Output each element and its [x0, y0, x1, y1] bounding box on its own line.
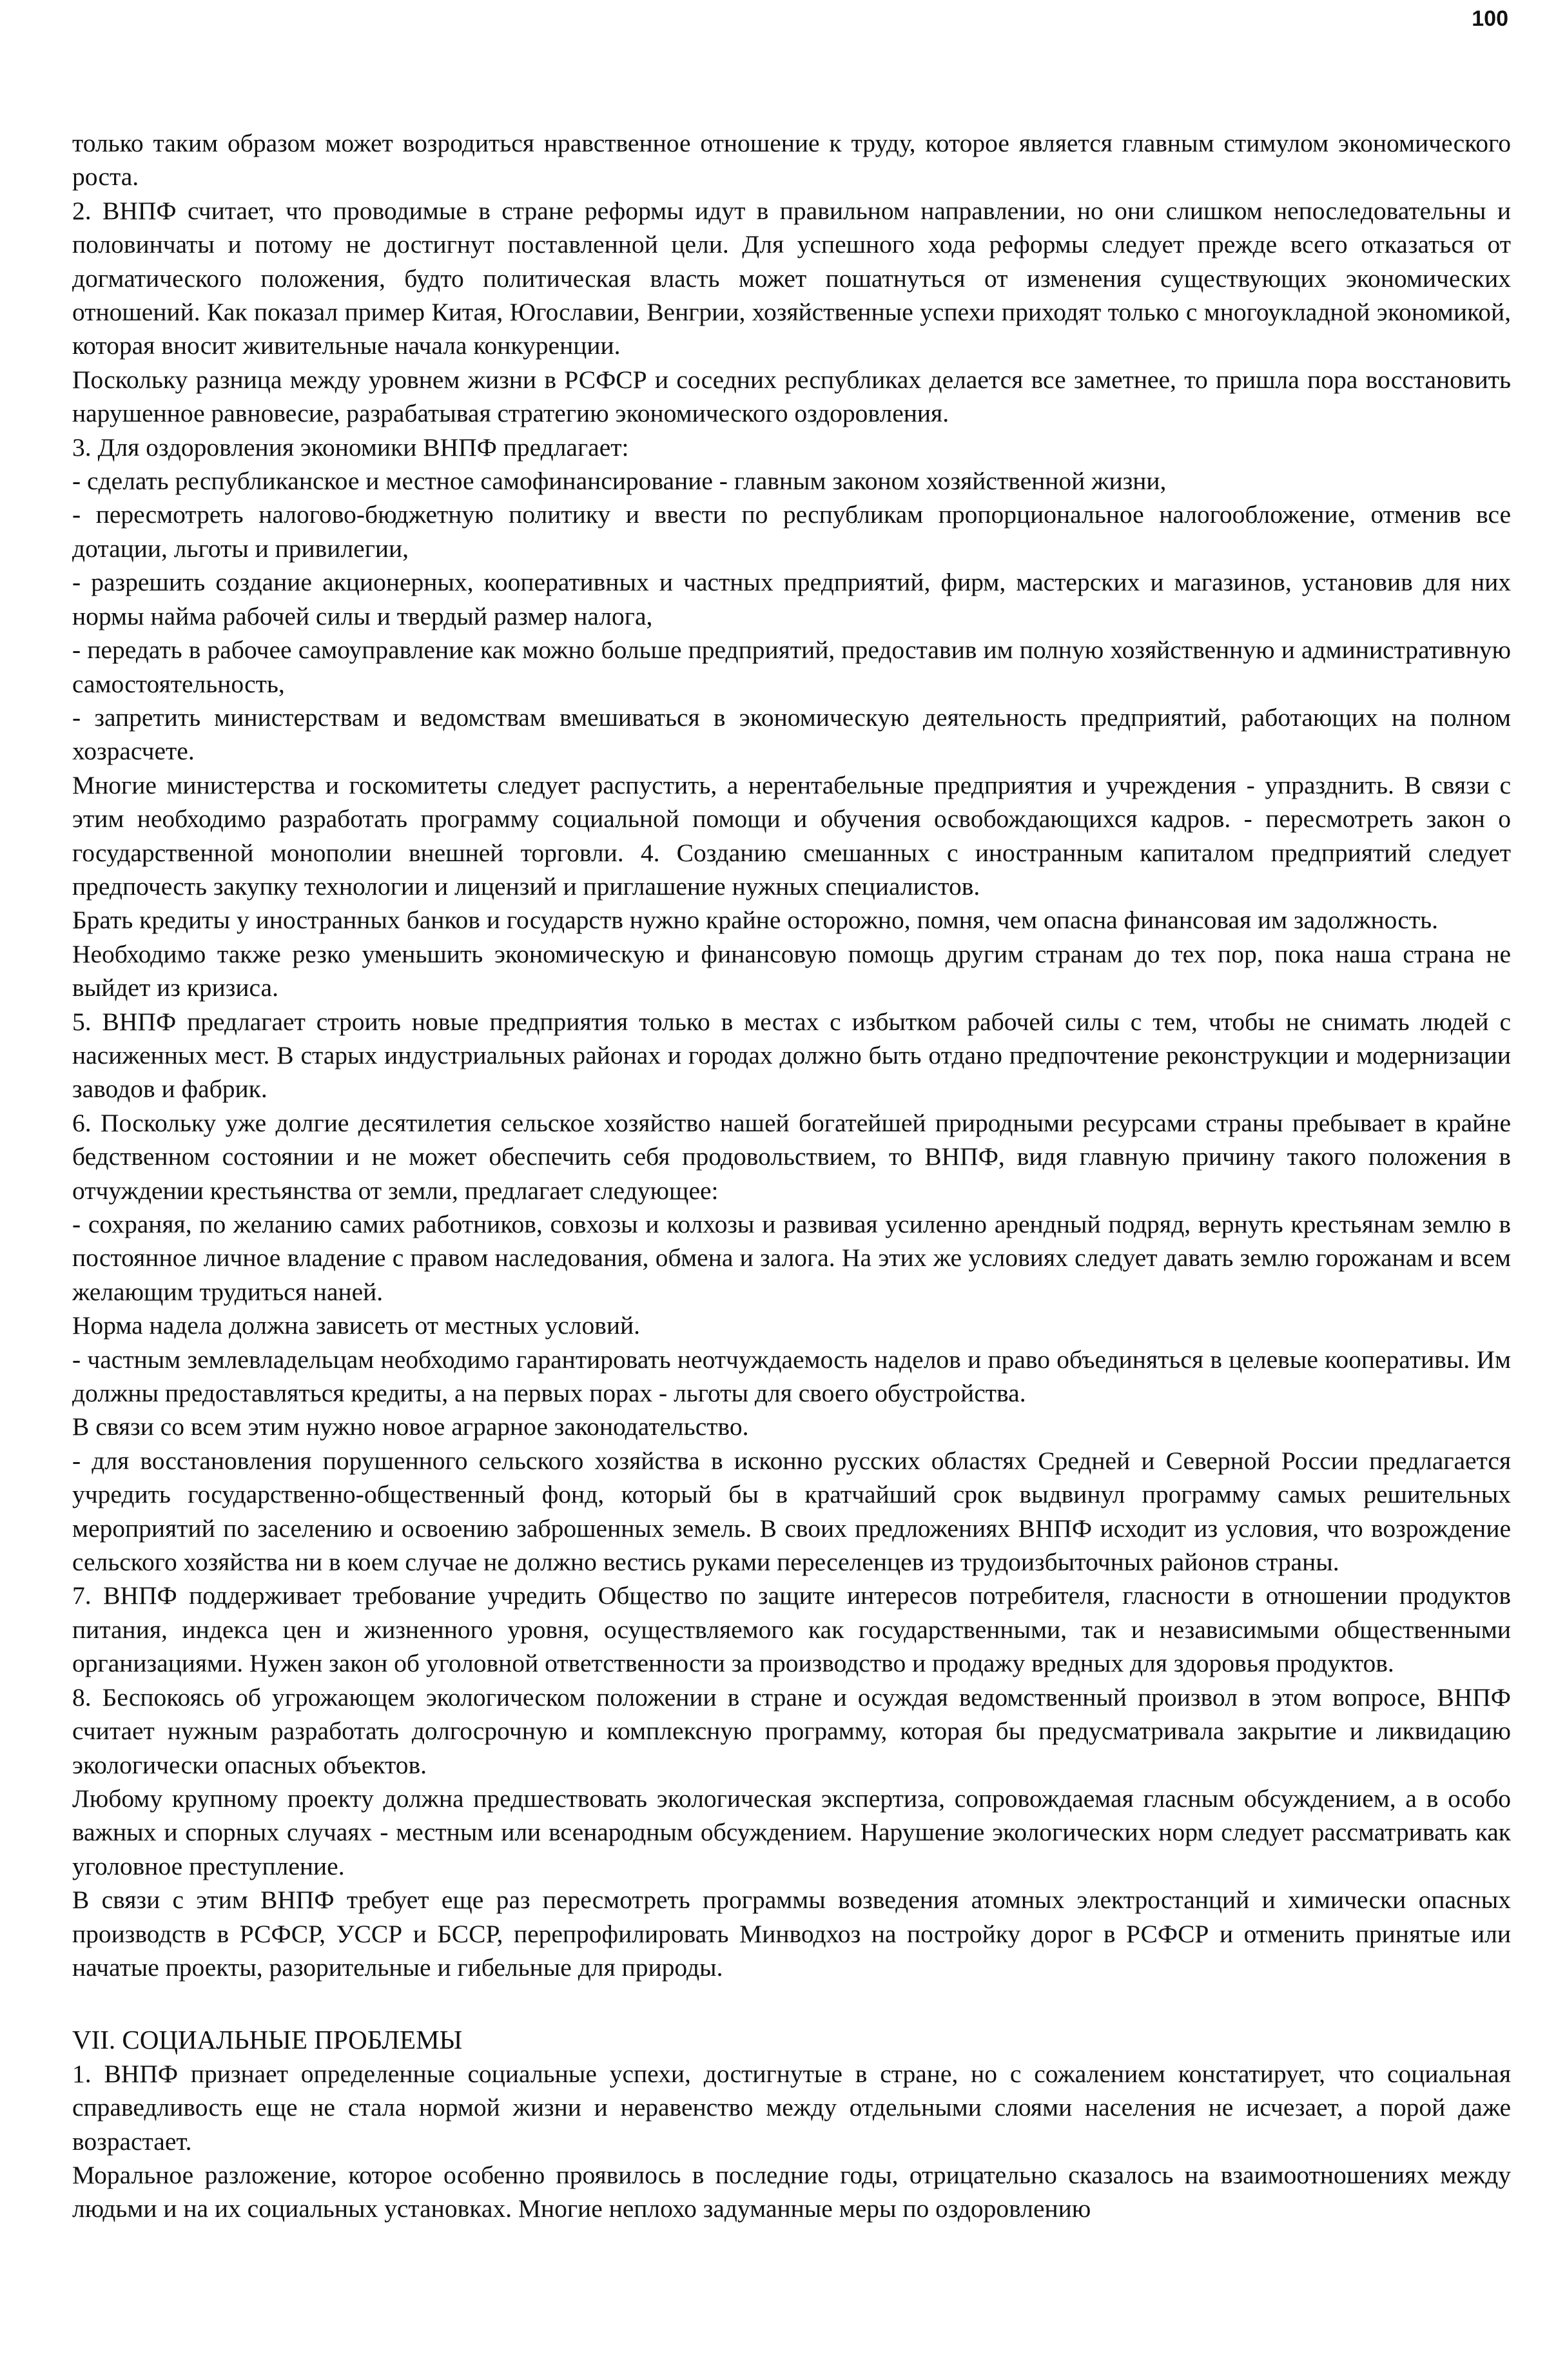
document-body [72, 126, 1511, 2226]
list-item: - разрешить создание акционерных, кооперативных и частных предприятий, фирм, мастерских и магазинов, установив для них нормы найма рабочей силы и твердый размер налога, [72, 568, 1511, 630]
paragraph: 5. ВНПФ предлагает строить новые предприятия только в местах с избытком рабочей силы с тем, чтобы не снимать людей с насиженных мест. В старых индустриальных районах и городах должно быть отдано предпочтение реконструкции и модернизации заводов и фабрик. [72, 1007, 1511, 1104]
paragraph: Моральное разложение, которое особенно проявилось в последние годы, отрицательно сказалось на взаимоотношениях между людьми и на их социальных установках. Многие неплохо задуманные меры по оздоровлению [72, 2160, 1511, 2223]
paragraph: Многие министерства и госкомитеты следует распустить, а нерентабельные предприятия и учреждения - упразднить. В связи с этим необходимо разработать программу социальной помощи и обучения освобождающихся кадров. - пересмотреть закон о государственной монополии внешней торговли. 4. Созданию смешанных с иностранным капиталом предприятий следует предпочесть закупку технологии и лицензий и приглашение нужных специалистов. [72, 770, 1511, 901]
paragraph: Норма надела должна зависеть от местных условий. [72, 1311, 640, 1340]
list-item: - пересмотреть налогово-бюджетную политику и ввести по республикам пропорциональное налогообложение, отменив все дотации, льготы и привилегии, [72, 500, 1511, 563]
list-item: - запретить министерствам и ведомствам вмешиваться в экономическую деятельность предприятий, работающих на полном хозрасчете. [72, 703, 1511, 766]
list-item: - сохраняя, по желанию самих работников, совхозы и колхозы и развивая усиленно арендный подряд, вернуть крестьянам землю в постоянное личное владение с правом наследования, обмена и залога. На этих же условиях следует давать землю горожанам и всем желающим трудиться наней. [72, 1210, 1511, 1306]
paragraph: Поскольку разница между уровнем жизни в РСФСР и соседних республиках делается все заметнее, то пришла пора восстановить нарушенное равновесие, разрабатывая стратегию экономического оздоровления. [72, 365, 1511, 428]
paragraph: В связи со всем этим нужно новое аграрное законодательство. [72, 1412, 749, 1441]
paragraph: Любому крупному проекту должна предшествовать экологическая экспертиза, сопровождаемая гласным обсуждением, а в особо важных и спорных случаях - местным или всенародным обсуждением. Нарушение экологических норм следует рассматривать как уголовное преступление. [72, 1784, 1511, 1880]
paragraph: 8. Беспокоясь об угрожающем экологическом положении в стране и осуждая ведомственный произвол в этом вопросе, ВНПФ считает нужным разработать долгосрочную и комплексную программу, которая бы предусматривала закрытие и ликвидацию экологически опасных объектов. [72, 1683, 1511, 1779]
paragraph: 6. Поскольку уже долгие десятилетия сельское хозяйство нашей богатейшей природными ресурсами страны пребывает в крайне бедственном состоянии и не может обеспечить себя продовольствием, то ВНПФ, видя главную причину такого положения в отчуждении крестьянства от земли, предлагает следующее: [72, 1108, 1511, 1205]
section-heading: VII. СОЦИАЛЬНЫЕ ПРОБЛЕМЫ [72, 2025, 463, 2055]
page-number: 100 [1472, 6, 1508, 31]
paragraph: 1. ВНПФ признает определенные социальные успехи, достигнутые в стране, но с сожалением констатирует, что социальная справедливость еще не стала нормой жизни и неравенство между отдельными слоями населения не исчезает, а порой даже возрастает. [72, 2059, 1511, 2156]
paragraph: В связи с этим ВНПФ требует еще раз пересмотреть программы возведения атомных электростанций и химически опасных производств в РСФСР, УССР и БССР, перепрофилировать Минводхоз на постройку дорог в РСФСР и отменить принятые или начатые проекты, разорительные и гибельные для природы. [72, 1886, 1511, 1982]
paragraph: 2. ВНПФ считает, что проводимые в стране реформы идут в правильном направлении, но они слишком непоследовательны и половинчаты и потому не достигнут поставленной цели. Для успешного хода реформы следует прежде всего отказаться от догматического положения, будто политическая власть может пошатнуться от изменения существующих экономических отношений. Как показал пример Китая, Югославии, Венгрии, хозяйственные успехи приходят только с многоукладной экономикой, которая вносит живительные начала конкуренции. [72, 196, 1511, 360]
list-item: - передать в рабочее самоуправление как можно больше предприятий, предоставив им полную хозяйственную и административную самостоятельность, [72, 636, 1511, 698]
paragraph: Брать кредиты у иностранных банков и государств нужно крайне осторожно, помня, чем опасна финансовая им задолжность. [72, 906, 1439, 935]
list-item: - для восстановления порушенного сельского хозяйства в исконно русских областях Средней и Северной России предлагается учредить государственно-общественный фонд, который бы в кратчайший срок выдвинул программу самых решительных мероприятий по заселению и освоению заброшенных земель. В своих предложениях ВНПФ исходит из условия, что возрождение сельского хозяйства ни в коем случае не должно вестись руками переселенцев из трудоизбыточных районов страны. [72, 1446, 1511, 1577]
paragraph: только таким образом может возродиться нравственное отношение к труду, которое является главным стимулом экономического роста. [72, 129, 1511, 191]
paragraph: 3. Для оздоровления экономики ВНПФ предлагает: [72, 433, 629, 462]
list-item: - частным землевладельцам необходимо гарантировать неотчуждаемость наделов и право объединяться в целевые кооперативы. Им должны предоставляться кредиты, а на первых порах - льготы для своего обустройства. [72, 1345, 1511, 1408]
paragraph: 7. ВНПФ поддерживает требование учредить Общество по защите интересов потребителя, гласности в отношении продуктов питания, индекса цен и жизненного уровня, осуществляемого как государственными, так и независимыми общественными организациями. Нужен закон об уголовной ответственности за производство и продажу вредных для здоровья продуктов. [72, 1581, 1511, 1678]
list-item: - сделать республиканское и местное самофинансирование - главным законом хозяйственной жизни, [72, 467, 1167, 496]
paragraph: Необходимо также резко уменьшить экономическую и финансовую помощь другим странам до тех пор, пока наша страна не выйдет из кризиса. [72, 939, 1511, 1002]
